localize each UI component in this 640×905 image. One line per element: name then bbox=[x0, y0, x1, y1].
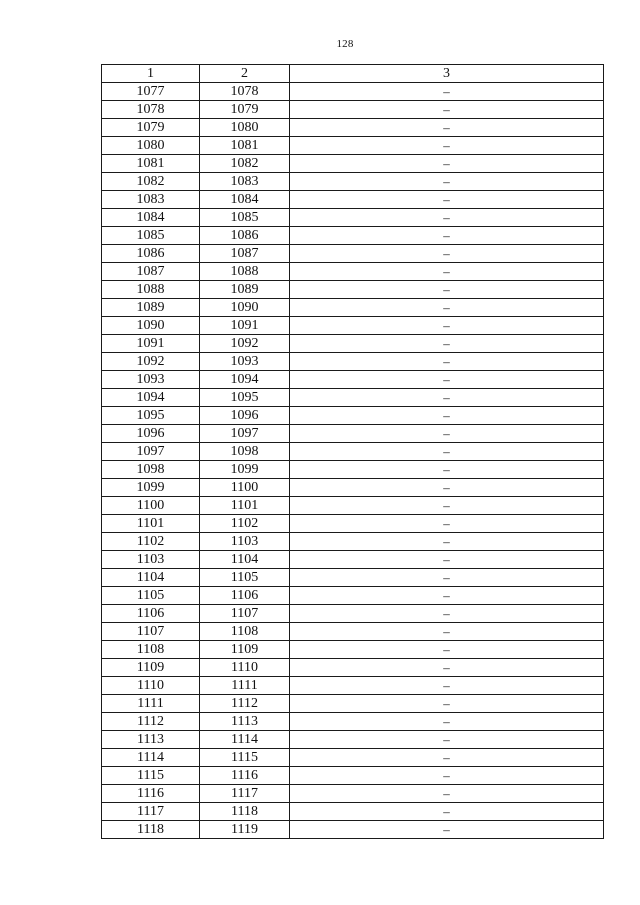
table-cell-col2: 1099 bbox=[200, 461, 290, 479]
table-row bbox=[102, 389, 604, 407]
table-cell-col2: 1078 bbox=[200, 83, 290, 101]
table-row bbox=[102, 101, 604, 119]
table-cell-col2: 1086 bbox=[200, 227, 290, 245]
table-cell-col2: 1110 bbox=[200, 659, 290, 677]
table-cell-col3: – bbox=[290, 713, 604, 731]
table-cell-col1: 1085 bbox=[102, 227, 200, 245]
table-cell-col3: – bbox=[290, 803, 604, 821]
table-cell-col3: – bbox=[290, 191, 604, 209]
table-row bbox=[102, 191, 604, 209]
table-cell-col2: 1106 bbox=[200, 587, 290, 605]
table-cell-col2: 1107 bbox=[200, 605, 290, 623]
table-cell-col2: 1100 bbox=[200, 479, 290, 497]
table-cell-col2: 1083 bbox=[200, 173, 290, 191]
table-cell-col2: 1104 bbox=[200, 551, 290, 569]
table-cell-col2: 1082 bbox=[200, 155, 290, 173]
table-cell-col3: – bbox=[290, 371, 604, 389]
table-body bbox=[102, 83, 604, 839]
table-cell-col2: 1085 bbox=[200, 209, 290, 227]
table-cell-col1: 1112 bbox=[102, 713, 200, 731]
table-cell-col1: 1092 bbox=[102, 353, 200, 371]
table-row bbox=[102, 443, 604, 461]
table-cell-col2: 1092 bbox=[200, 335, 290, 353]
table-cell-col1: 1114 bbox=[102, 749, 200, 767]
table-cell-col3: – bbox=[290, 173, 604, 191]
table-row bbox=[102, 83, 604, 101]
table-cell-col1: 1098 bbox=[102, 461, 200, 479]
table-cell-col2: 1088 bbox=[200, 263, 290, 281]
table-cell-col1: 1107 bbox=[102, 623, 200, 641]
table-row bbox=[102, 659, 604, 677]
table-cell-col1: 1095 bbox=[102, 407, 200, 425]
table-row bbox=[102, 587, 604, 605]
table-cell-col1: 1100 bbox=[102, 497, 200, 515]
table-cell-col2: 1087 bbox=[200, 245, 290, 263]
table-cell-col1: 1109 bbox=[102, 659, 200, 677]
table-row bbox=[102, 245, 604, 263]
table-cell-col1: 1079 bbox=[102, 119, 200, 137]
table-cell-col2: 1116 bbox=[200, 767, 290, 785]
table-cell-col1: 1113 bbox=[102, 731, 200, 749]
table-cell-col2: 1117 bbox=[200, 785, 290, 803]
table-header bbox=[102, 65, 604, 83]
table-row bbox=[102, 425, 604, 443]
table-cell-col2: 1097 bbox=[200, 425, 290, 443]
table-cell-col1: 1108 bbox=[102, 641, 200, 659]
table-row bbox=[102, 317, 604, 335]
table-cell-col3: – bbox=[290, 443, 604, 461]
table-row bbox=[102, 137, 604, 155]
table-cell-col3: – bbox=[290, 587, 604, 605]
table-cell-col3: – bbox=[290, 659, 604, 677]
table-cell-col3: – bbox=[290, 695, 604, 713]
table-cell-col2: 1081 bbox=[200, 137, 290, 155]
table-cell-col2: 1113 bbox=[200, 713, 290, 731]
table-row bbox=[102, 677, 604, 695]
table-row bbox=[102, 281, 604, 299]
table-cell-col1: 1105 bbox=[102, 587, 200, 605]
table-cell-col2: 1093 bbox=[200, 353, 290, 371]
table-cell-col1: 1082 bbox=[102, 173, 200, 191]
table-cell-col2: 1101 bbox=[200, 497, 290, 515]
table-cell-col2: 1111 bbox=[200, 677, 290, 695]
table-cell-col2: 1109 bbox=[200, 641, 290, 659]
table-row bbox=[102, 353, 604, 371]
table-row bbox=[102, 497, 604, 515]
table-cell-col3: – bbox=[290, 407, 604, 425]
table-cell-col2: 1094 bbox=[200, 371, 290, 389]
table-row bbox=[102, 407, 604, 425]
table-cell-col1: 1091 bbox=[102, 335, 200, 353]
table-row bbox=[102, 335, 604, 353]
table-row bbox=[102, 515, 604, 533]
table-cell-col1: 1084 bbox=[102, 209, 200, 227]
table-cell-col2: 1098 bbox=[200, 443, 290, 461]
table-row bbox=[102, 767, 604, 785]
table-row bbox=[102, 803, 604, 821]
table-cell-col2: 1079 bbox=[200, 101, 290, 119]
column-header-2: 2 bbox=[200, 65, 290, 83]
table-cell-col2: 1095 bbox=[200, 389, 290, 407]
table-cell-col1: 1088 bbox=[102, 281, 200, 299]
column-header-3: 3 bbox=[290, 65, 604, 83]
table-cell-col3: – bbox=[290, 731, 604, 749]
table-row bbox=[102, 605, 604, 623]
table-cell-col3: – bbox=[290, 641, 604, 659]
table-cell-col1: 1097 bbox=[102, 443, 200, 461]
table-cell-col3: – bbox=[290, 569, 604, 587]
table-cell-col1: 1117 bbox=[102, 803, 200, 821]
table-cell-col3: – bbox=[290, 137, 604, 155]
table-cell-col1: 1083 bbox=[102, 191, 200, 209]
table-cell-col1: 1101 bbox=[102, 515, 200, 533]
table-cell-col3: – bbox=[290, 551, 604, 569]
table-cell-col2: 1119 bbox=[200, 821, 290, 839]
table-cell-col2: 1091 bbox=[200, 317, 290, 335]
table-row bbox=[102, 551, 604, 569]
table-cell-col3: – bbox=[290, 767, 604, 785]
table-cell-col3: – bbox=[290, 227, 604, 245]
table-cell-col2: 1118 bbox=[200, 803, 290, 821]
table-cell-col3: – bbox=[290, 785, 604, 803]
page-number: 128 bbox=[336, 38, 354, 50]
table-cell-col2: 1090 bbox=[200, 299, 290, 317]
table-cell-col3: – bbox=[290, 245, 604, 263]
table-row bbox=[102, 533, 604, 551]
table-cell-col3: – bbox=[290, 299, 604, 317]
table-row bbox=[102, 695, 604, 713]
table-row bbox=[102, 731, 604, 749]
table-cell-col1: 1099 bbox=[102, 479, 200, 497]
table-cell-col3: – bbox=[290, 119, 604, 137]
table-row bbox=[102, 209, 604, 227]
table-row bbox=[102, 299, 604, 317]
table-cell-col1: 1116 bbox=[102, 785, 200, 803]
table-cell-col3: – bbox=[290, 479, 604, 497]
table-cell-col1: 1110 bbox=[102, 677, 200, 695]
table-cell-col1: 1077 bbox=[102, 83, 200, 101]
table-cell-col2: 1115 bbox=[200, 749, 290, 767]
table-cell-col2: 1084 bbox=[200, 191, 290, 209]
table-cell-col2: 1103 bbox=[200, 533, 290, 551]
table-cell-col3: – bbox=[290, 155, 604, 173]
table-row bbox=[102, 623, 604, 641]
table-cell-col1: 1094 bbox=[102, 389, 200, 407]
table-row bbox=[102, 173, 604, 191]
table-cell-col3: – bbox=[290, 497, 604, 515]
table-cell-col1: 1106 bbox=[102, 605, 200, 623]
table-cell-col3: – bbox=[290, 623, 604, 641]
table-row bbox=[102, 569, 604, 587]
table-cell-col3: – bbox=[290, 389, 604, 407]
table-cell-col2: 1089 bbox=[200, 281, 290, 299]
table-cell-col3: – bbox=[290, 209, 604, 227]
table-cell-col3: – bbox=[290, 821, 604, 839]
table-cell-col2: 1105 bbox=[200, 569, 290, 587]
table-cell-col2: 1080 bbox=[200, 119, 290, 137]
table-cell-col3: – bbox=[290, 515, 604, 533]
table-cell-col3: – bbox=[290, 335, 604, 353]
table-cell-col1: 1081 bbox=[102, 155, 200, 173]
table-cell-col3: – bbox=[290, 101, 604, 119]
table-cell-col2: 1096 bbox=[200, 407, 290, 425]
table-cell-col1: 1089 bbox=[102, 299, 200, 317]
table-cell-col2: 1112 bbox=[200, 695, 290, 713]
table-cell-col3: – bbox=[290, 605, 604, 623]
table-cell-col1: 1115 bbox=[102, 767, 200, 785]
table-cell-col1: 1096 bbox=[102, 425, 200, 443]
table-cell-col3: – bbox=[290, 425, 604, 443]
table-cell-col3: – bbox=[290, 749, 604, 767]
table-cell-col2: 1108 bbox=[200, 623, 290, 641]
table-cell-col1: 1118 bbox=[102, 821, 200, 839]
table-cell-col3: – bbox=[290, 317, 604, 335]
table-cell-col1: 1111 bbox=[102, 695, 200, 713]
table-row bbox=[102, 263, 604, 281]
table-row bbox=[102, 713, 604, 731]
table-row bbox=[102, 227, 604, 245]
header-row bbox=[102, 65, 604, 83]
table-row bbox=[102, 749, 604, 767]
column-header-1: 1 bbox=[102, 65, 200, 83]
table-cell-col1: 1102 bbox=[102, 533, 200, 551]
table-row bbox=[102, 785, 604, 803]
table-cell-col2: 1102 bbox=[200, 515, 290, 533]
table-cell-col1: 1103 bbox=[102, 551, 200, 569]
table-row bbox=[102, 821, 604, 839]
table-cell-col2: 1114 bbox=[200, 731, 290, 749]
table-cell-col3: – bbox=[290, 677, 604, 695]
table-cell-col3: – bbox=[290, 353, 604, 371]
table-cell-col3: – bbox=[290, 83, 604, 101]
data-table bbox=[101, 64, 604, 839]
table-cell-col3: – bbox=[290, 461, 604, 479]
table-cell-col3: – bbox=[290, 533, 604, 551]
table-cell-col3: – bbox=[290, 281, 604, 299]
table-cell-col1: 1080 bbox=[102, 137, 200, 155]
table-cell-col1: 1093 bbox=[102, 371, 200, 389]
table-row bbox=[102, 461, 604, 479]
table-row bbox=[102, 371, 604, 389]
table-row bbox=[102, 641, 604, 659]
table-row bbox=[102, 479, 604, 497]
table-cell-col3: – bbox=[290, 263, 604, 281]
table-row bbox=[102, 119, 604, 137]
table-cell-col1: 1090 bbox=[102, 317, 200, 335]
table-row bbox=[102, 155, 604, 173]
table-cell-col1: 1078 bbox=[102, 101, 200, 119]
table-cell-col1: 1086 bbox=[102, 245, 200, 263]
table-cell-col1: 1104 bbox=[102, 569, 200, 587]
table-cell-col1: 1087 bbox=[102, 263, 200, 281]
